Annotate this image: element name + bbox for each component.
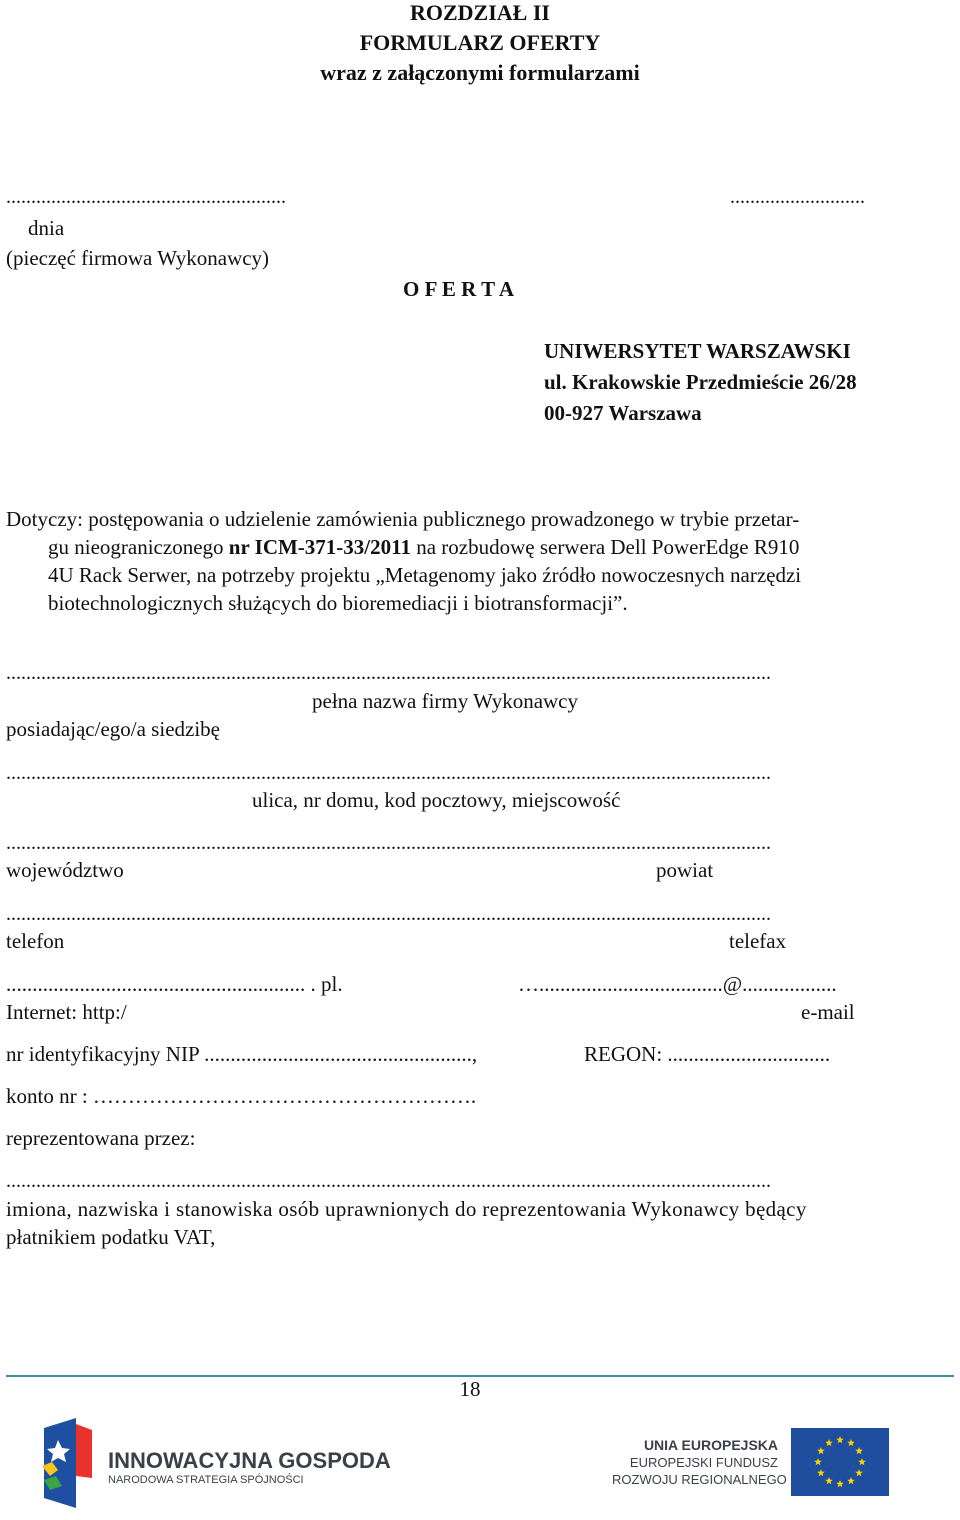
addressee-name: UNIWERSYTET WARSZAWSKI <box>544 339 851 363</box>
eu-line1: UNIA EUROPEJSKA <box>643 1437 778 1453</box>
form-title: FORMULARZ OFERTY <box>359 30 601 55</box>
persons-line1: imiona, nazwiska i stanowiska osób uprawnionych do reprezentowania Wykonawcy będący <box>6 1197 807 1221</box>
firm-name-label: pełna nazwa firmy Wykonawcy <box>312 689 578 713</box>
account-field: konto nr : ………………………………………………. <box>6 1084 477 1108</box>
innowacyjna-subtitle: NARODOWA STRATEGIA SPÓJNOŚCI <box>108 1474 304 1486</box>
regon-field: REGON: ............................... <box>584 1042 831 1066</box>
innowacyjna-title: INNOWACYJNA GOSPODA <box>108 1448 391 1473</box>
subject-line3: 4U Rack Serwer, na potrzeby projektu „Metagenomy jako źródło nowoczesnych narzędzi <box>48 563 802 587</box>
represented-label: reprezentowana przez: <box>6 1126 196 1150</box>
region-dots: ......................................................................................................................................................... <box>6 832 771 854</box>
stamp-dots: ........................................................ <box>6 186 286 208</box>
offer-title: O F E R T A <box>403 277 515 301</box>
page-number: 18 <box>459 1377 481 1401</box>
address-label: ulica, nr domu, kod pocztowy, miejscowość <box>252 788 621 812</box>
internet-label: Internet: http:/ <box>6 1000 127 1024</box>
innovative-economy-emblem-icon <box>36 1418 96 1508</box>
innowacyjna-gospodarka-logo <box>36 1418 96 1508</box>
phone-dots: ......................................................................................................................................................... <box>6 903 771 925</box>
email-dots: …...................................@.................. <box>518 972 837 996</box>
subject-line4: biotechnologicznych służących do bioremediacji i biotransformacji”. <box>48 591 628 615</box>
eu-flag-icon <box>791 1428 889 1496</box>
internet-dots: ......................................................... . pl. <box>6 972 343 996</box>
email-label: e-mail <box>801 1000 855 1024</box>
addressee-city: 00-927 Warszawa <box>544 401 702 425</box>
address-dots: ......................................................................................................................................................... <box>6 762 771 784</box>
subject-text: na rozbudowę serwera Dell PowerEdge R910 <box>410 535 800 559</box>
represented-dots: ......................................................................................................................................................... <box>6 1170 771 1192</box>
nip-field: nr identyfikacyjny NIP ..................................................., <box>6 1042 478 1066</box>
tender-number: nr ICM-371-33/2011 <box>228 535 411 559</box>
voivodeship-label: województwo <box>6 858 124 882</box>
firm-name-dots: ......................................................................................................................................................... <box>6 662 771 684</box>
subject-line1: Dotyczy: postępowania o udzielenie zamówienia publicznego prowadzonego w trybie przetar- <box>6 507 800 531</box>
subject-line2 <box>48 535 799 560</box>
date-dots: ........................... <box>730 186 865 208</box>
seat-label: posiadając/ego/a siedzibę <box>6 717 220 741</box>
stamp-label: (pieczęć firmowa Wykonawcy) <box>6 246 270 270</box>
chapter-title: ROZDZIAŁ II <box>410 0 550 25</box>
subject-text: gu nieograniczonego <box>48 535 229 559</box>
addressee-street: ul. Krakowskie Przedmieście 26/28 <box>544 370 857 394</box>
phone-label: telefon <box>6 929 65 953</box>
form-subtitle: wraz z załączonymi formularzami <box>320 60 640 85</box>
date-label: dnia <box>28 216 65 240</box>
persons-line2: płatnikiem podatku VAT, <box>6 1225 216 1249</box>
eu-line2: EUROPEJSKI FUNDUSZ <box>629 1455 778 1470</box>
eu-line3: ROZWOJU REGIONALNEGO <box>612 1472 787 1487</box>
fax-label: telefax <box>729 929 787 953</box>
county-label: powiat <box>656 858 714 882</box>
eu-flag <box>791 1428 889 1496</box>
